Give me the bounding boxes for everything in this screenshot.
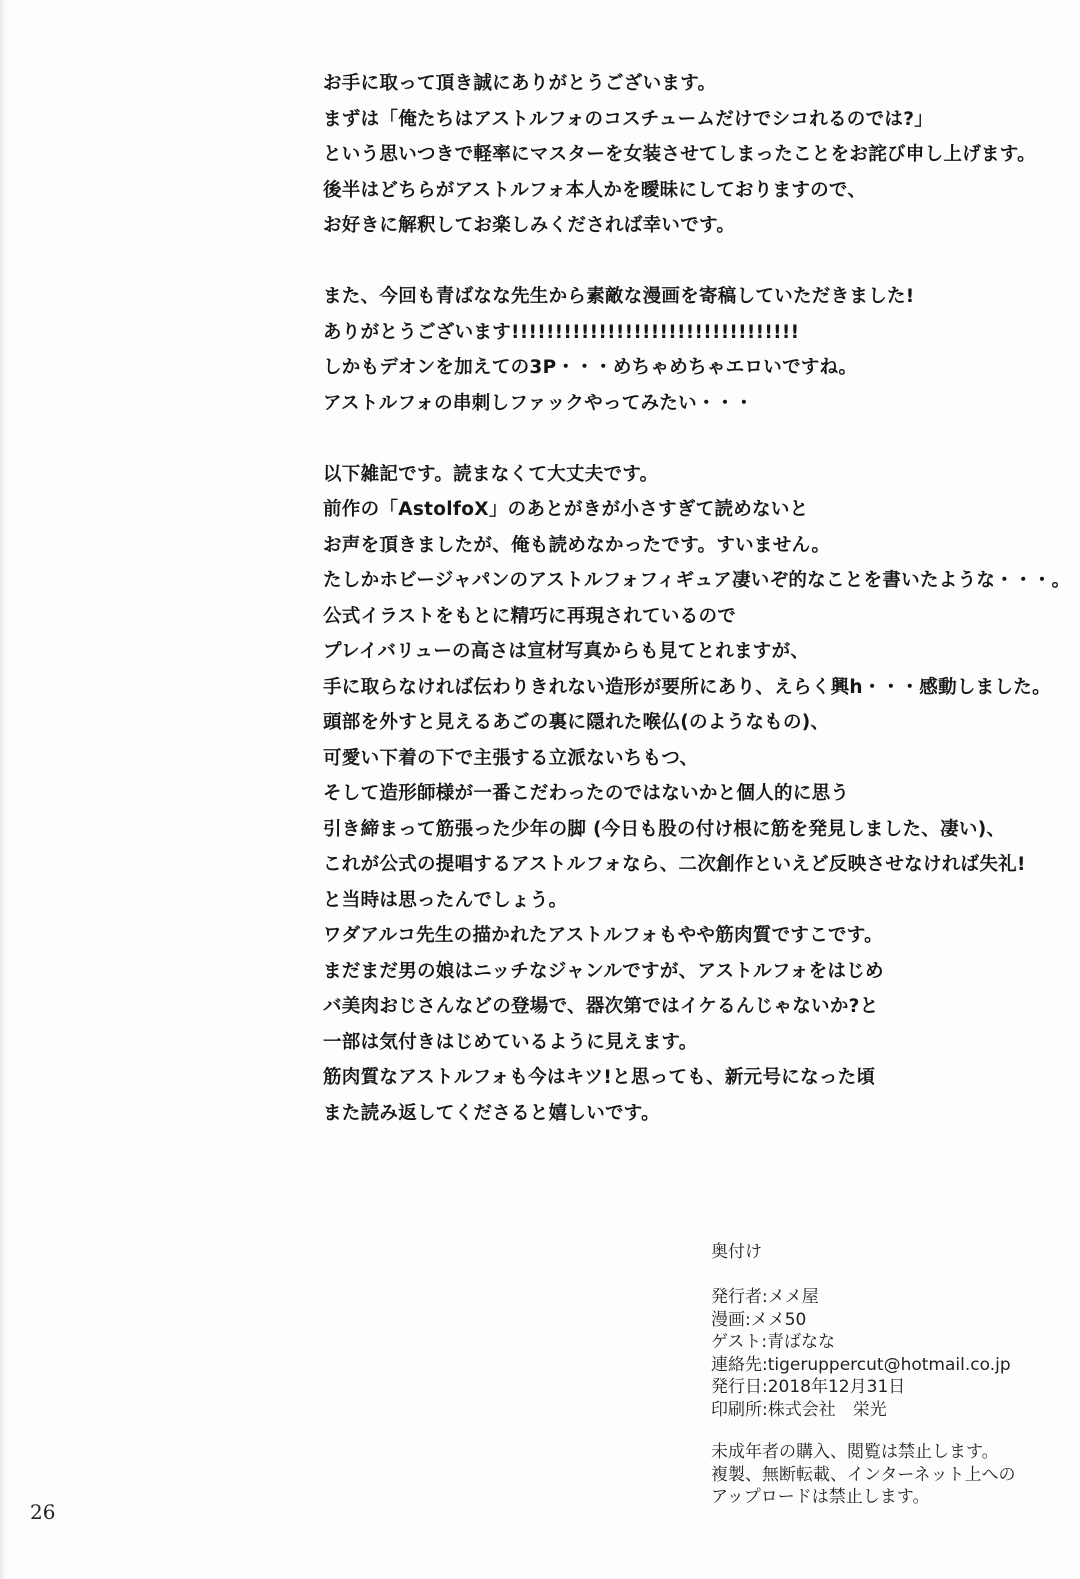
text-line: 筋肉質なアストルフォも今はキツ!と思っても、新元号になった頃 [323,1067,876,1088]
afterword-text [323,66,1071,1167]
colophon-artist: 漫画:メメ50 [711,1309,807,1330]
text-line: 引き締まって筋張った少年の脚 (今日も股の付け根に筋を発見しました、凄い)、 [323,818,1006,840]
notice-line: アップロードは禁止します。 [711,1487,930,1507]
afterword-paragraph [323,457,1071,1132]
colophon-publisher: 発行者:メメ屋 [711,1287,819,1307]
text-line: と当時は思ったんでしょう。 [323,889,568,911]
text-line: まだまだ男の娘はニッチなジャンルですが、アストルフォをはじめ [323,960,884,982]
text-line: 以下雑記です。読まなくて大丈夫です。 [323,463,659,485]
afterword-paragraph [323,279,1043,421]
colophon-title: 奥付け [711,1242,762,1262]
colophon-contact: 連絡先:tigeruppercut@hotmail.co.jp [711,1354,1011,1375]
text-line: という思いつきで軽率にマスターを女装させてしまったことをお詫び申し上げます。 [323,144,1036,165]
text-line: お声を頂きましたが、俺も読めなかったです。すいません。 [323,534,831,556]
colophon-guest: ゲスト:青ばなな [711,1332,836,1352]
text-line: ありがとうございます!!!!!!!!!!!!!!!!!!!!!!!!!!!!!!!!! [323,321,800,343]
text-line: 後半はどちらがアストルフォ本人かを曖昧にしておりますので、 [323,179,867,201]
text-line: また、今回も青ばなな先生から素敵な漫画を寄稿していただきました! [323,286,915,307]
text-line: ワダアルコ先生の描かれたアストルフォもやや筋肉質ですこです。 [323,925,883,946]
text-line: 公式イラストをもとに精巧に再現されているので [323,605,737,627]
colophon [711,1240,1015,1509]
colophon-printer: 印刷所:株式会社 栄光 [711,1399,887,1420]
text-line: バ美肉おじさんなどの登場で、器次第ではイケるんじゃないか?と [323,996,879,1017]
text-line: お好きに解釈してお楽しみくだされば幸いです。 [323,215,736,236]
text-line: これが公式の提唱するアストルフォなら、二次創作といえど反映させなければ失礼! [323,854,1026,875]
text-line: アストルフォの串刺しファックやってみたい・・・ [323,392,754,414]
text-line: 可愛い下着の下で主張する立派ないちもつ、 [323,747,699,769]
afterword-paragraph [323,66,1043,244]
page-edge-shadow [0,0,6,1579]
text-line: しかもデオンを加えての3P・・・めちゃめちゃエロいですね。 [323,357,858,378]
text-line: お手に取って頂き誠にありがとうございます。 [323,73,717,94]
colophon-details [711,1286,1015,1421]
text-line: まずは「俺たちはアストルフォのコスチュームだけでシコれるのでは?」 [323,108,934,130]
text-line: 手に取らなければ伝わりきれない造形が要所にあり、えらく興h・・・感動しました。 [323,676,1051,698]
notice-line: 複製、無断転載、インターネット上への [711,1464,1016,1485]
page-number: 26 [30,1500,56,1524]
text-line: 前作の「AstolfoX」のあとがきが小さすぎて読めないと [323,499,809,520]
colophon-notice [711,1441,1015,1509]
notice-line: 未成年者の購入、閲覧は禁止します。 [711,1442,999,1462]
text-line: 頭部を外すと見えるあごの裏に隠れた喉仏(のようなもの)、 [323,712,830,733]
text-line: そして造形師様が一番こだわったのではないかと個人的に思う [323,783,850,804]
text-line: また読み返してくださると嬉しいです。 [323,1102,660,1124]
text-line: プレイバリューの高さは宣材写真からも見てとれますが、 [323,641,810,662]
colophon-date: 発行日:2018年12月31日 [711,1377,906,1397]
text-line: たしかホビージャパンのアストルフォフィギュア凄いぞ的なことを書いたような・・・。 [323,570,1071,591]
text-line: 一部は気付きはじめているように見えます。 [323,1031,698,1053]
